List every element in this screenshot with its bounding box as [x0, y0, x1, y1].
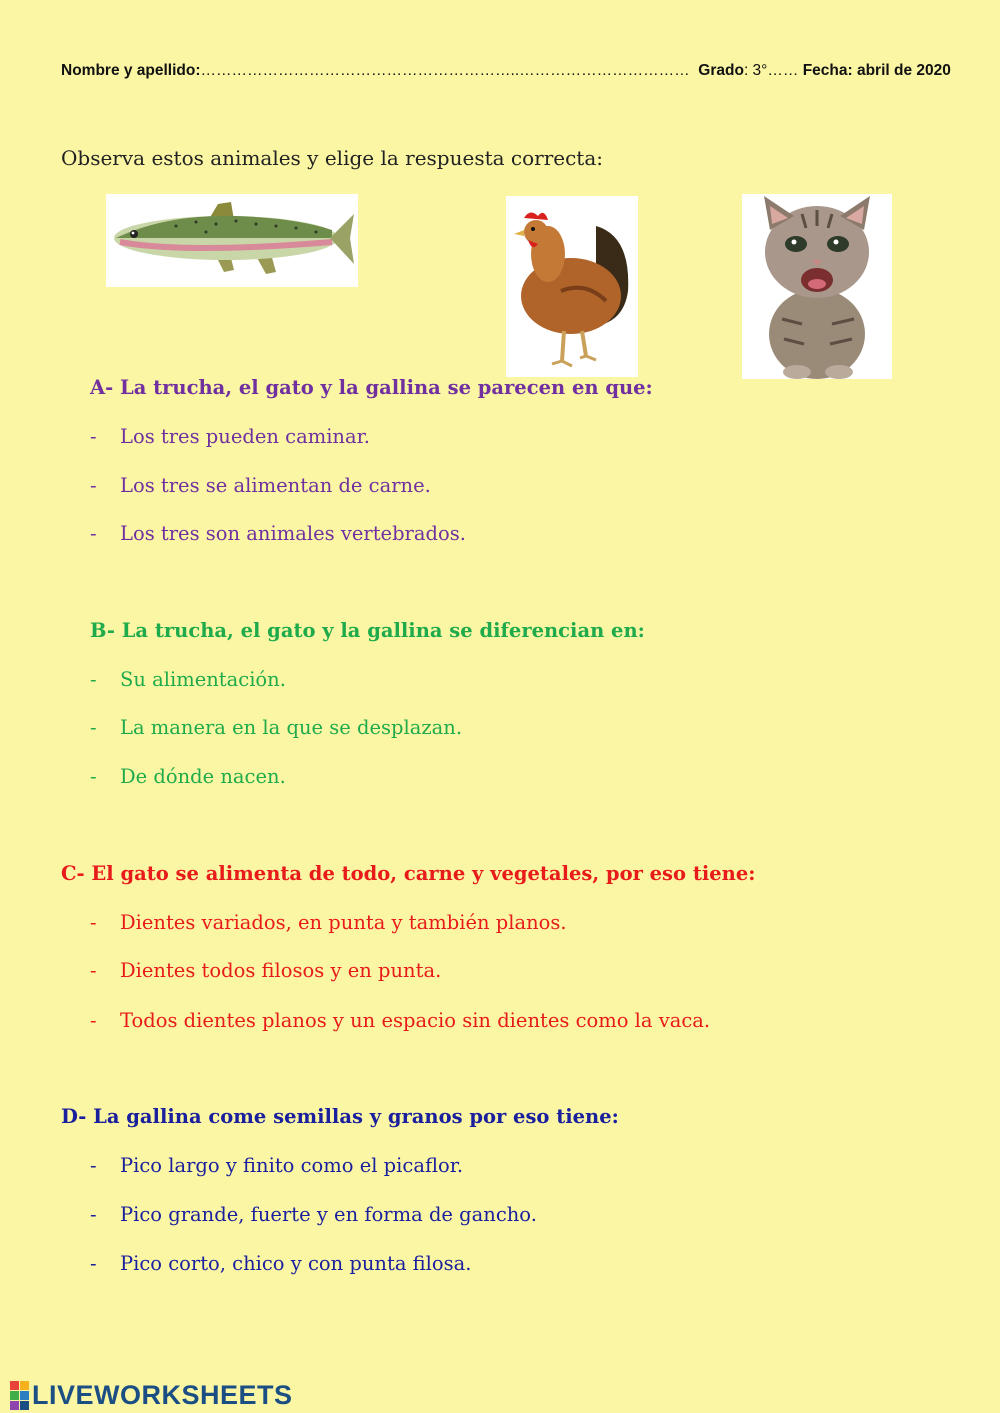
option-text: Pico grande, fuerte y en forma de gancho.: [120, 1203, 537, 1226]
instructions: Observa estos animales y elige la respuesta correcta:: [61, 146, 604, 170]
question-d-option-1[interactable]: [90, 1154, 463, 1177]
option-text: De dónde nacen.: [120, 765, 286, 788]
option-text: Pico largo y finito como el picaflor.: [120, 1154, 464, 1177]
option-dash: -: [90, 911, 97, 934]
date-label: Fecha: abril de 2020: [802, 62, 951, 79]
question-b-option-2[interactable]: [90, 716, 462, 739]
option-text: La manera en la que se desplazan.: [120, 716, 463, 739]
option-dash: -: [90, 522, 97, 545]
grade-value[interactable]: : 3°……: [743, 62, 799, 79]
question-d-option-2[interactable]: [90, 1203, 537, 1226]
option-dash: -: [90, 668, 97, 691]
hen-image: [506, 196, 638, 377]
option-dash: -: [90, 1252, 97, 1275]
option-text: Los tres son animales vertebrados.: [120, 522, 466, 545]
name-label: Nombre y apellido:: [61, 62, 201, 79]
question-c-option-1[interactable]: [90, 911, 567, 934]
option-text: Dientes variados, en punta y también planos.: [120, 911, 567, 934]
option-text: Dientes todos filosos y en punta.: [120, 959, 442, 982]
question-c-option-2[interactable]: [90, 959, 441, 982]
question-b-option-3[interactable]: [90, 765, 286, 788]
question-d-option-3[interactable]: [90, 1252, 471, 1275]
question-c-title: C- El gato se alimenta de todo, carne y vegetales, por eso tiene:: [61, 862, 756, 885]
logo-blocks-icon: [10, 1381, 29, 1410]
option-dash: -: [90, 716, 97, 739]
option-text: Los tres se alimentan de carne.: [120, 474, 431, 497]
name-blank[interactable]: ……………………………………………………..……………………………: [200, 62, 690, 79]
grade-label: Grado: [698, 62, 744, 79]
option-dash: -: [90, 1009, 97, 1032]
kitten-image: [742, 194, 892, 379]
option-text: Todos dientes planos y un espacio sin dientes como la vaca.: [120, 1009, 711, 1032]
logo-text: LIVEWORKSHEETS: [32, 1379, 293, 1410]
question-b-title: B- La trucha, el gato y la gallina se diferencian en:: [90, 619, 645, 642]
option-text: Pico corto, chico y con punta filosa.: [120, 1252, 472, 1275]
liveworksheets-logo: [10, 1380, 293, 1410]
option-dash: -: [90, 474, 97, 497]
option-dash: -: [90, 959, 97, 982]
option-dash: -: [90, 425, 97, 448]
trout-image: [106, 194, 358, 287]
option-dash: -: [90, 1203, 97, 1226]
student-info-header: [61, 62, 951, 80]
question-a-option-2[interactable]: [90, 474, 431, 497]
question-a-title: A- La trucha, el gato y la gallina se parecen en que:: [90, 376, 653, 399]
question-a-option-3[interactable]: [90, 522, 466, 545]
option-dash: -: [90, 1154, 97, 1177]
option-text: Su alimentación.: [120, 668, 286, 691]
question-d-title: D- La gallina come semillas y granos por eso tiene:: [61, 1105, 619, 1128]
option-dash: -: [90, 765, 97, 788]
question-b-option-1[interactable]: [90, 668, 286, 691]
option-text: Los tres pueden caminar.: [120, 425, 370, 448]
question-c-option-3[interactable]: [90, 1009, 710, 1032]
question-a-option-1[interactable]: [90, 425, 370, 448]
